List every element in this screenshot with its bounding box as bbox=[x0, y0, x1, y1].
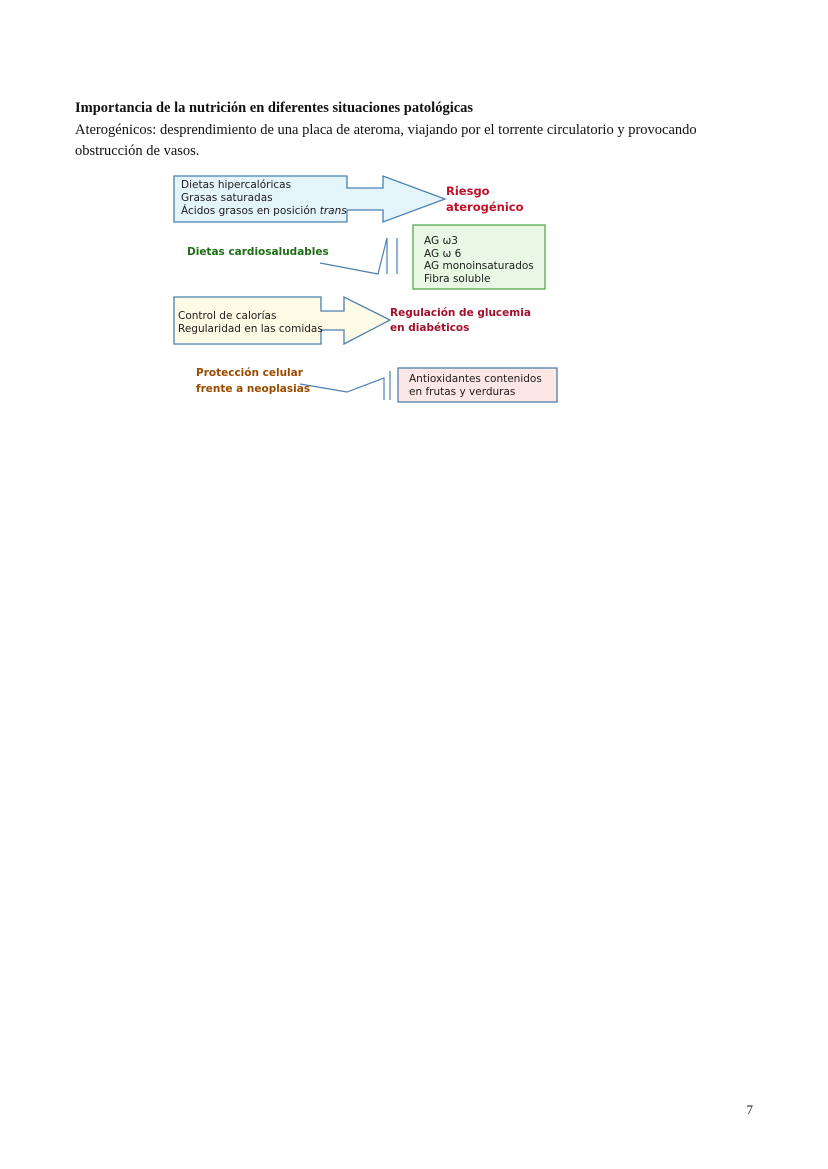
text-acidos-grasos bbox=[181, 205, 347, 218]
body-paragraph: Aterogénicos: desprendimiento de una placa de ateroma, viajando por el torrente circulatorio y provocando obstrucción de vasos. bbox=[75, 122, 697, 159]
text-aterogenico: aterogénico bbox=[446, 200, 524, 214]
page-number: 7 bbox=[746, 1102, 753, 1117]
text-regulacion-glucemia: Regulación de glucemia bbox=[390, 307, 531, 319]
riesgo-aterogenico-label bbox=[446, 183, 524, 215]
connector-proteccion bbox=[300, 378, 384, 400]
text-control-calorias: Control de calorías bbox=[178, 310, 277, 322]
text-grasas-saturadas: Grasas saturadas bbox=[181, 192, 273, 204]
box-calorias-text bbox=[178, 310, 323, 336]
text-en-diabeticos: en diabéticos bbox=[390, 322, 470, 334]
nutrition-diagram bbox=[160, 166, 580, 411]
text-frutas-verduras: en frutas y verduras bbox=[409, 386, 516, 398]
glucemia-label bbox=[390, 306, 531, 336]
text-acidos-prefix: Ácidos grasos en posición bbox=[181, 205, 320, 217]
text-ag-monoinsaturados: AG monoinsaturados bbox=[424, 260, 534, 272]
cardio-box-text bbox=[424, 235, 534, 285]
text-ag-omega6: AG ω 6 bbox=[424, 247, 462, 260]
text-antioxidantes: Antioxidantes contenidos bbox=[409, 373, 542, 385]
connector-cardio bbox=[320, 238, 387, 274]
text-regularidad: Regularidad en las comidas bbox=[178, 323, 323, 335]
text-neoplasias: frente a neoplasias bbox=[196, 383, 311, 395]
proteccion-label bbox=[196, 365, 310, 397]
text-dietas-hipercaloricas: Dietas hipercalóricas bbox=[181, 179, 292, 191]
antiox-box-text bbox=[409, 373, 542, 399]
cardio-label: Dietas cardiosaludables bbox=[187, 246, 329, 258]
section-heading: Importancia de la nutrición en diferentes situaciones patológicas bbox=[75, 100, 474, 116]
text-riesgo: Riesgo bbox=[446, 184, 490, 198]
text-proteccion-celular: Protección celular bbox=[196, 367, 303, 379]
text-ag-omega3: AG ω3 bbox=[424, 235, 458, 247]
text-trans: trans bbox=[319, 205, 347, 217]
text-fibra-soluble: Fibra soluble bbox=[424, 272, 491, 285]
box-hipercaloricas-text bbox=[181, 179, 347, 218]
